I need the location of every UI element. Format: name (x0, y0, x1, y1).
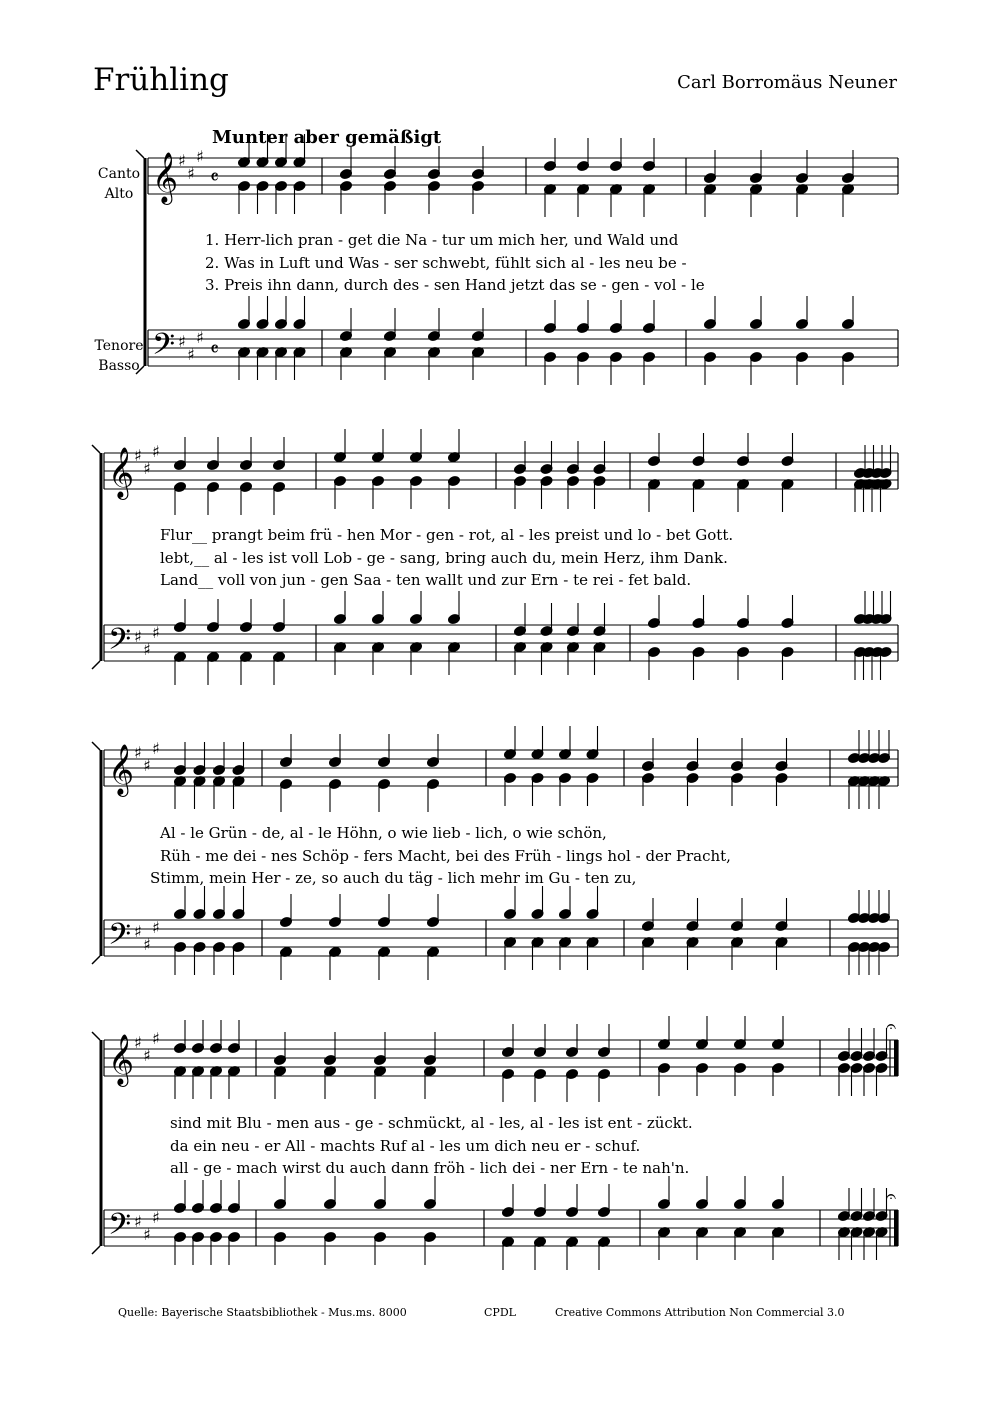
sharp-icon: ♯ (134, 627, 142, 646)
sharp-icon: ♯ (143, 1225, 151, 1244)
sharp-icon: ♯ (143, 640, 151, 659)
lyric-line: 2. Was in Luft und Was - ser schwebt, fühlt sich al - les neu be - (205, 254, 687, 272)
cut-time-icon: 𝄴 (210, 165, 219, 189)
bracket-hook (92, 742, 100, 750)
bass-clef-icon: 𝄢 (152, 328, 176, 369)
sharp-icon: ♯ (134, 446, 142, 465)
fermata-icon: 𝄐 (886, 1016, 897, 1037)
lyric-line: Stimm, mein Her - ze, so auch du täg - lich mehr im Gu - ten zu, (150, 869, 637, 887)
footer-license: Creative Commons Attribution Non Commercial 3.0 (555, 1306, 845, 1319)
composer-name: Carl Borromäus Neuner (677, 72, 897, 93)
bracket-hook (92, 661, 100, 669)
bracket-hook (92, 445, 100, 453)
sharp-icon: ♯ (152, 918, 160, 937)
lyric-line: Land__ voll von jun - gen Saa - ten wallt und zur Ern - te rei - fet bald. (160, 571, 692, 589)
sharp-icon: ♯ (178, 332, 186, 351)
lyric-line: all - ge - mach wirst du auch dann fröh - lich dei - ner Ern - te nah'n. (170, 1159, 690, 1177)
sharp-icon: ♯ (152, 623, 160, 642)
sharp-icon: ♯ (187, 164, 195, 183)
lyric-line: lebt,__ al - les ist voll Lob - ge - sang, bring auch du, mein Herz, ihm Dank. (160, 549, 728, 567)
lyric-line: 1. Herr-lich pran - get die Na - tur um mich her, und Wald und (205, 231, 679, 249)
sharp-icon: ♯ (187, 345, 195, 364)
bass-clef-icon: 𝄢 (108, 623, 132, 664)
sharp-icon: ♯ (152, 1208, 160, 1227)
footer-cpdl: CPDL (484, 1306, 516, 1319)
lyric-line: Flur__ prangt beim frü - hen Mor - gen - rot, al - les preist und lo - bet Gott. (160, 526, 734, 544)
lyric-line: da ein neu - er All - machts Ruf al - les um dich neu er - schuf. (170, 1137, 641, 1155)
sharp-icon: ♯ (152, 1029, 160, 1048)
footer-source: Quelle: Bayerische Staatsbibliothek - Mus.ms. 8000 (118, 1306, 407, 1319)
sharp-icon: ♯ (134, 1212, 142, 1231)
sharp-icon: ♯ (152, 739, 160, 758)
bracket-hook (92, 1032, 100, 1040)
tempo-marking: Munter aber gemäßigt (212, 127, 442, 148)
treble-clef-icon: 𝄞 (108, 1034, 135, 1085)
sharp-icon: ♯ (134, 1033, 142, 1052)
bass-clef-icon: 𝄢 (108, 918, 132, 959)
treble-clef-icon: 𝄞 (108, 447, 135, 498)
sharp-icon: ♯ (143, 935, 151, 954)
bass-clef-icon: 𝄢 (108, 1208, 132, 1249)
sharp-icon: ♯ (196, 147, 204, 166)
sharp-icon: ♯ (134, 743, 142, 762)
bracket-hook (136, 150, 144, 158)
cut-time-icon: 𝄴 (210, 337, 219, 361)
lyric-line: 3. Preis ihn dann, durch des - sen Hand jetzt das se - gen - vol - le (205, 276, 705, 294)
bracket-hook (92, 1246, 100, 1254)
lyric-line: Rüh - me dei - nes Schöp - fers Macht, bei des Früh - lings hol - der Pracht, (160, 847, 731, 865)
lyric-line: Al - le Grün - de, al - le Höhn, o wie lieb - lich, o wie schön, (160, 824, 607, 842)
sharp-icon: ♯ (143, 1046, 151, 1065)
fermata-icon: 𝄐 (886, 1186, 897, 1207)
bracket-hook (136, 366, 144, 374)
voice-name-tenore: Tenore (94, 338, 144, 354)
page-title: Frühling (93, 62, 229, 98)
sharp-icon: ♯ (134, 922, 142, 941)
voice-name-canto: Canto (97, 166, 141, 182)
treble-clef-icon: 𝄞 (108, 744, 135, 795)
bracket-hook (92, 956, 100, 964)
sharp-icon: ♯ (143, 756, 151, 775)
sharp-icon: ♯ (178, 151, 186, 170)
sharp-icon: ♯ (196, 328, 204, 347)
lyric-line: sind mit Blu - men aus - ge - schmückt, al - les, al - les ist ent - zückt. (170, 1114, 693, 1132)
sharp-icon: ♯ (143, 459, 151, 478)
voice-name-alto: Alto (104, 186, 134, 202)
sharp-icon: ♯ (152, 442, 160, 461)
voice-name-basso: Basso (98, 358, 140, 374)
treble-clef-icon: 𝄞 (152, 152, 179, 203)
